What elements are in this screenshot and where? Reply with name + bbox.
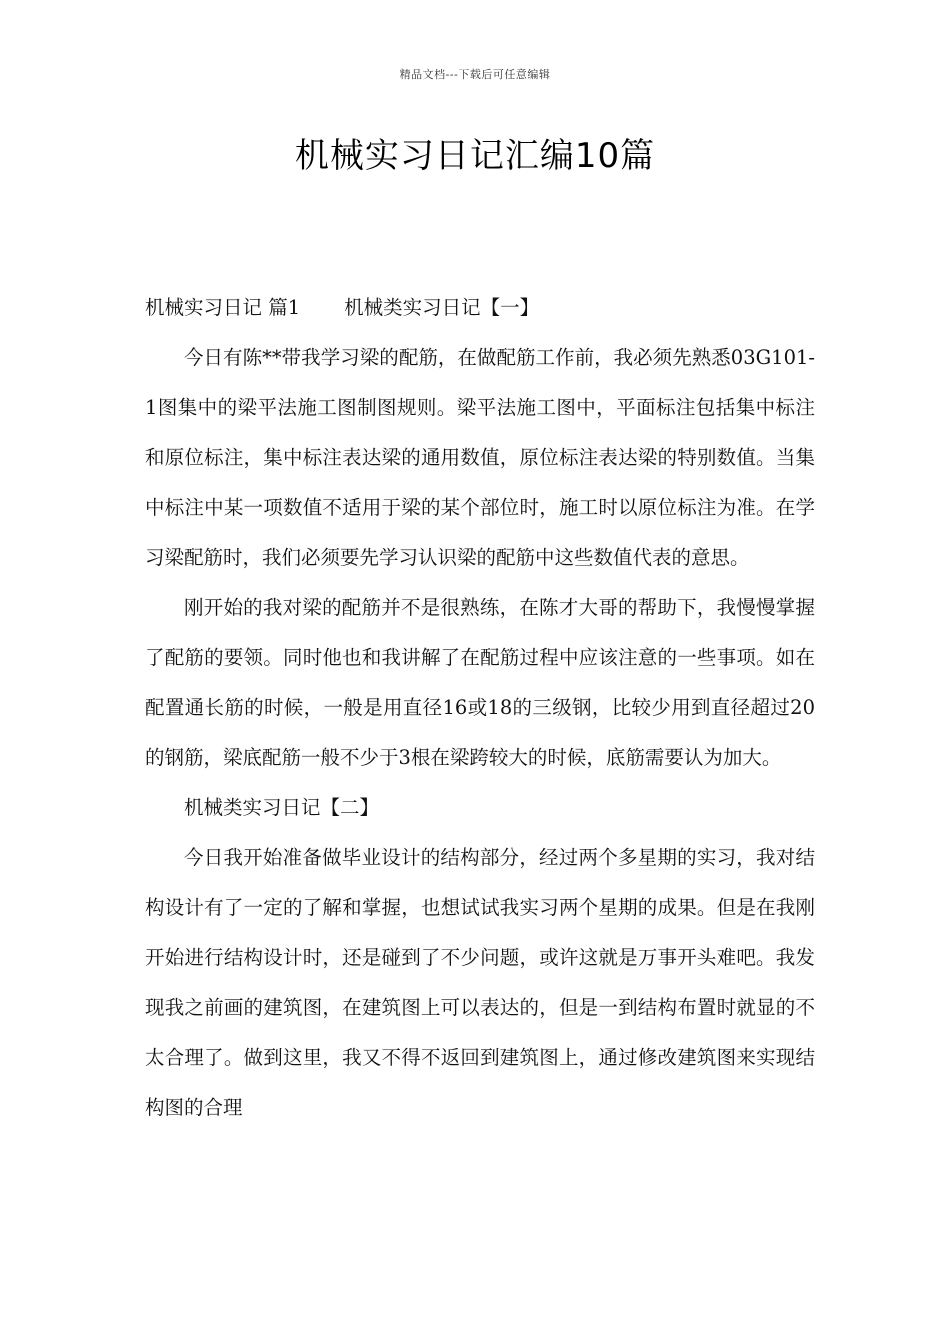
header-note: 精品文档---下载后可任意编辑	[399, 68, 551, 81]
article-body	[145, 283, 815, 1133]
document-title: 机械实习日记汇编10篇	[294, 136, 656, 176]
section-heading-1: 机械类实习日记【一】	[344, 296, 540, 319]
article-heading: 机械实习日记 篇1	[145, 296, 301, 319]
section-heading-2: 机械类实习日记【二】	[184, 796, 380, 819]
paragraph-3: 今日我开始准备做毕业设计的结构部分，经过两个多星期的实习，我对结构设计有了一定的了解和掌握，也想试试我实习两个星期的成果。但是在我刚开始进行结构设计时，还是碰到了不少问题，或许这就是万事开头难吧。我发现我之前画的建筑图，在建筑图上可以表达的，但是一到结构布置时就显的不太合理了。做到这里，我又不得不返回到建筑图上，通过修改建筑图来实现结构图的合理	[145, 846, 815, 1119]
article-heading-line	[145, 283, 815, 333]
paragraph-1: 今日有陈**带我学习梁的配筋，在做配筋工作前，我必须先熟悉03G101-1图集中的梁平法施工图制图规则。梁平法施工图中，平面标注包括集中标注和原位标注，集中标注表达梁的通用数值，原位标注表达梁的特别数值。当集中标注中某一项数值不适用于梁的某个部位时，施工时以原位标注为准。在学习梁配筋时，我们必须要先学习认识梁的配筋中这些数值代表的意思。	[145, 346, 815, 569]
paragraph-2: 刚开始的我对梁的配筋并不是很熟练，在陈才大哥的帮助下，我慢慢掌握了配筋的要领。同时他也和我讲解了在配筋过程中应该注意的一些事项。如在配置通长筋的时候，一般是用直径16或18的三级钢，比较少用到直径超过20的钢筋，梁底配筋一般不少于3根在梁跨较大的时候，底筋需要认为加大。	[145, 596, 815, 769]
